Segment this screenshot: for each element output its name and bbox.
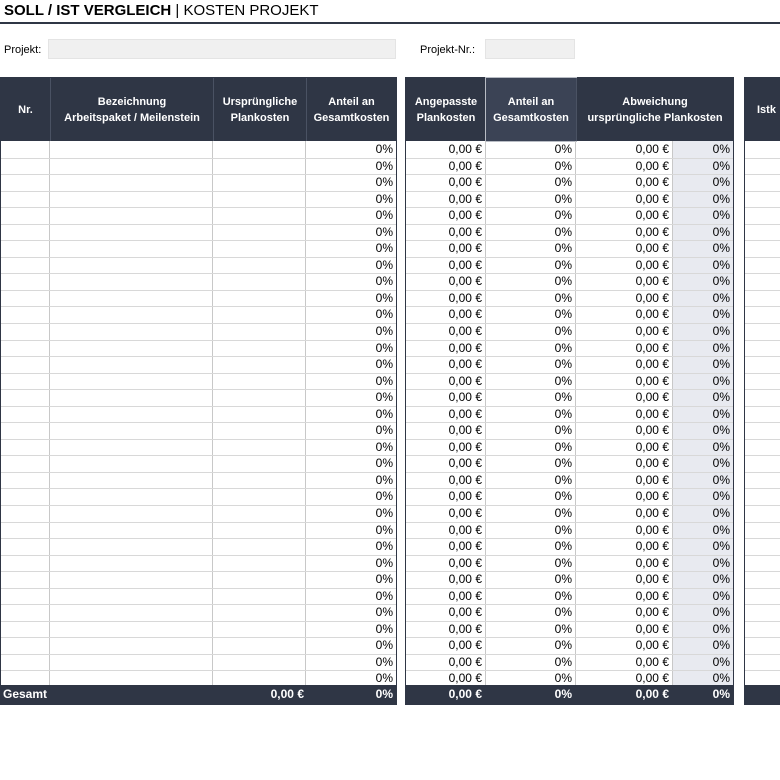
row-divider (1, 555, 396, 556)
row-divider (1, 637, 396, 638)
cell-abweichung-pct[interactable]: 0% (712, 472, 730, 487)
cell-angepasste[interactable]: 0,00 € (448, 423, 482, 438)
cell-anteil-2[interactable]: 0% (554, 621, 572, 636)
row-divider (745, 654, 780, 655)
cell-anteil-2[interactable]: 0% (554, 290, 572, 305)
row-divider (745, 174, 780, 175)
cell-abweichung[interactable]: 0,00 € (635, 489, 669, 504)
cell-anteil-2[interactable]: 0% (554, 506, 572, 520)
row-divider (745, 257, 780, 258)
cell-angepasste[interactable]: 0,00 € (448, 539, 482, 554)
row-divider (406, 422, 733, 423)
footer-anteil-2: 0% (554, 687, 572, 701)
projekt-label: Projekt: (4, 44, 42, 56)
cell-anteil[interactable]: 0% (375, 539, 393, 554)
cell-anteil[interactable]: 0% (375, 224, 393, 239)
row-divider (745, 472, 780, 473)
row-divider (745, 604, 780, 605)
row-divider (1, 439, 396, 440)
cell-anteil[interactable]: 0% (375, 654, 393, 669)
row-divider (745, 670, 780, 671)
row-divider (745, 306, 780, 307)
cell-anteil-2[interactable]: 0% (554, 638, 572, 653)
row-divider (406, 488, 733, 489)
cell-anteil-2[interactable]: 0% (554, 224, 572, 239)
footer-label: Gesamt (3, 687, 48, 701)
row-divider (745, 273, 780, 274)
cell-abweichung-pct[interactable]: 0% (712, 539, 730, 554)
row-divider (745, 522, 780, 523)
cell-abweichung[interactable]: 0,00 € (635, 621, 669, 636)
cell-anteil-2[interactable]: 0% (554, 489, 572, 504)
row-divider (406, 373, 733, 374)
cell-abweichung-pct[interactable]: 0% (712, 175, 730, 190)
footer-abweichung-pct: 0% (712, 687, 730, 701)
cell-anteil[interactable]: 0% (375, 472, 393, 487)
row-divider (406, 207, 733, 208)
cell-abweichung-pct[interactable]: 0% (712, 324, 730, 338)
footer-anteil: 0% (375, 687, 393, 701)
cell-abweichung-pct[interactable]: 0% (712, 357, 730, 372)
cell-angepasste[interactable]: 0,00 € (448, 208, 482, 223)
row-divider (1, 207, 396, 208)
row-divider (406, 356, 733, 357)
cell-angepasste[interactable]: 0,00 € (448, 456, 482, 471)
footer-plankosten: 0,00 € (270, 687, 304, 701)
row-divider (406, 257, 733, 258)
cell-anteil[interactable]: 0% (375, 175, 393, 190)
cell-angepasste[interactable]: 0,00 € (448, 506, 482, 520)
footer-gesamt-3 (745, 685, 780, 704)
cell-anteil-2[interactable]: 0% (554, 406, 572, 421)
row-divider (1, 240, 396, 241)
cell-angepasste[interactable]: 0,00 € (448, 357, 482, 372)
row-divider (1, 224, 396, 225)
cell-abweichung-pct[interactable]: 0% (712, 555, 730, 570)
cell-anteil-2[interactable]: 0% (554, 472, 572, 487)
row-divider (1, 571, 396, 572)
row-divider (406, 406, 733, 407)
header-anteil-gesamtkosten-2: Anteil an Gesamtkosten (486, 78, 576, 141)
cell-angepasste[interactable]: 0,00 € (448, 290, 482, 305)
cell-anteil-2[interactable]: 0% (554, 456, 572, 471)
cell-abweichung-pct[interactable]: 0% (712, 373, 730, 388)
cell-angepasste[interactable]: 0,00 € (448, 522, 482, 537)
cell-anteil[interactable]: 0% (375, 621, 393, 636)
cell-angepasste[interactable]: 0,00 € (448, 340, 482, 355)
cell-angepasste[interactable]: 0,00 € (448, 307, 482, 322)
cell-angepasste[interactable]: 0,00 € (448, 175, 482, 190)
cell-anteil-2[interactable]: 0% (554, 539, 572, 554)
row-divider (745, 588, 780, 589)
cell-anteil-2[interactable]: 0% (554, 423, 572, 438)
cell-abweichung[interactable]: 0,00 € (635, 423, 669, 438)
cell-anteil-2[interactable]: 0% (554, 191, 572, 206)
cell-anteil-2[interactable]: 0% (554, 208, 572, 223)
row-divider (406, 389, 733, 390)
title-separator: | (171, 2, 184, 19)
cell-abweichung[interactable]: 0,00 € (635, 208, 669, 223)
row-divider (406, 555, 733, 556)
cell-abweichung-pct[interactable]: 0% (712, 307, 730, 322)
table-soll (0, 77, 397, 705)
row-divider (1, 389, 396, 390)
cell-abweichung-pct[interactable]: 0% (712, 456, 730, 471)
cell-anteil[interactable]: 0% (375, 456, 393, 471)
row-divider (1, 604, 396, 605)
row-divider (745, 406, 780, 407)
row-divider (1, 621, 396, 622)
row-divider (406, 224, 733, 225)
row-divider (406, 604, 733, 605)
cell-abweichung-pct[interactable]: 0% (712, 638, 730, 653)
cell-abweichung-pct[interactable]: 0% (712, 290, 730, 305)
cell-anteil[interactable]: 0% (375, 671, 393, 686)
cell-abweichung[interactable]: 0,00 € (635, 522, 669, 537)
cell-angepasste[interactable]: 0,00 € (448, 158, 482, 173)
row-divider (406, 240, 733, 241)
row-divider (745, 488, 780, 489)
cell-angepasste[interactable]: 0,00 € (448, 555, 482, 570)
cell-abweichung[interactable]: 0,00 € (635, 539, 669, 554)
cell-anteil[interactable]: 0% (375, 423, 393, 438)
row-divider (1, 158, 396, 159)
cell-angepasste[interactable]: 0,00 € (448, 439, 482, 454)
cell-abweichung-pct[interactable]: 0% (712, 340, 730, 355)
footer-gesamt-2 (406, 685, 733, 704)
cell-anteil-2[interactable]: 0% (554, 307, 572, 322)
cell-anteil-2[interactable]: 0% (554, 522, 572, 537)
projekt-nr-label: Projekt-Nr.: (420, 44, 476, 56)
cell-angepasste[interactable]: 0,00 € (448, 390, 482, 405)
cell-abweichung[interactable]: 0,00 € (635, 290, 669, 305)
cell-anteil[interactable]: 0% (375, 340, 393, 355)
row-divider (1, 191, 396, 192)
cell-abweichung[interactable]: 0,00 € (635, 224, 669, 239)
cell-abweichung[interactable]: 0,00 € (635, 506, 669, 520)
row-divider (1, 257, 396, 258)
cell-abweichung-pct[interactable]: 0% (712, 572, 730, 587)
cell-angepasste[interactable]: 0,00 € (448, 191, 482, 206)
cell-abweichung-pct[interactable]: 0% (712, 621, 730, 636)
row-divider (1, 273, 396, 274)
cell-abweichung-pct[interactable]: 0% (712, 390, 730, 405)
cell-abweichung[interactable]: 0,00 € (635, 456, 669, 471)
cell-anteil[interactable]: 0% (375, 638, 393, 653)
cell-angepasste[interactable]: 0,00 € (448, 638, 482, 653)
cell-abweichung[interactable]: 0,00 € (635, 191, 669, 206)
cell-abweichung[interactable]: 0,00 € (635, 671, 669, 686)
cell-anteil-2[interactable]: 0% (554, 257, 572, 272)
row-divider (1, 588, 396, 589)
row-divider (406, 538, 733, 539)
cell-anteil-2[interactable]: 0% (554, 654, 572, 669)
cell-abweichung[interactable]: 0,00 € (635, 324, 669, 338)
cell-anteil[interactable]: 0% (375, 390, 393, 405)
cell-anteil[interactable]: 0% (375, 257, 393, 272)
cell-angepasste[interactable]: 0,00 € (448, 324, 482, 338)
cell-anteil-2[interactable]: 0% (554, 605, 572, 620)
row-divider (1, 472, 396, 473)
row-divider (406, 621, 733, 622)
cell-angepasste[interactable]: 0,00 € (448, 241, 482, 256)
cell-angepasste[interactable]: 0,00 € (448, 605, 482, 620)
cell-abweichung-pct[interactable]: 0% (712, 654, 730, 669)
cell-anteil-2[interactable]: 0% (554, 373, 572, 388)
header-angepasste-plankosten: Angepasste Plankosten (406, 78, 486, 141)
cell-angepasste[interactable]: 0,00 € (448, 224, 482, 239)
row-divider (1, 356, 396, 357)
cell-anteil-2[interactable]: 0% (554, 274, 572, 289)
table-angepasst (405, 77, 734, 705)
cell-angepasste[interactable]: 0,00 € (448, 671, 482, 686)
cell-anteil-2[interactable]: 0% (554, 555, 572, 570)
row-divider (1, 323, 396, 324)
cell-abweichung-pct[interactable]: 0% (712, 588, 730, 603)
row-divider (745, 207, 780, 208)
row-divider (406, 439, 733, 440)
cell-abweichung-pct[interactable]: 0% (712, 671, 730, 686)
row-divider (406, 290, 733, 291)
cell-angepasste[interactable]: 0,00 € (448, 142, 482, 156)
projekt-nr-field[interactable] (485, 39, 575, 59)
projekt-field[interactable] (48, 39, 396, 59)
cell-anteil-2[interactable]: 0% (554, 340, 572, 355)
row-divider (745, 290, 780, 291)
cell-anteil-2[interactable]: 0% (554, 671, 572, 686)
cell-anteil-2[interactable]: 0% (554, 439, 572, 454)
row-divider (745, 571, 780, 572)
row-divider (1, 455, 396, 456)
cell-anteil[interactable]: 0% (375, 588, 393, 603)
cell-anteil[interactable]: 0% (375, 324, 393, 338)
row-divider (1, 306, 396, 307)
cell-anteil[interactable]: 0% (375, 307, 393, 322)
cell-abweichung-pct[interactable]: 0% (712, 191, 730, 206)
cell-anteil[interactable]: 0% (375, 208, 393, 223)
cell-abweichung[interactable]: 0,00 € (635, 158, 669, 173)
cell-abweichung[interactable]: 0,00 € (635, 307, 669, 322)
row-divider (406, 455, 733, 456)
cell-abweichung[interactable]: 0,00 € (635, 241, 669, 256)
row-divider (1, 488, 396, 489)
row-divider (406, 340, 733, 341)
cell-abweichung-pct[interactable]: 0% (712, 439, 730, 454)
cell-abweichung[interactable]: 0,00 € (635, 472, 669, 487)
row-divider (1, 522, 396, 523)
cell-abweichung-pct[interactable]: 0% (712, 257, 730, 272)
cell-anteil[interactable]: 0% (375, 191, 393, 206)
row-divider (1, 654, 396, 655)
cell-abweichung[interactable]: 0,00 € (635, 605, 669, 620)
cell-abweichung[interactable]: 0,00 € (635, 555, 669, 570)
row-divider (406, 174, 733, 175)
row-divider (406, 571, 733, 572)
cell-anteil[interactable]: 0% (375, 522, 393, 537)
row-divider (1, 422, 396, 423)
cell-abweichung-pct[interactable]: 0% (712, 158, 730, 173)
row-divider (1, 505, 396, 506)
cell-abweichung-pct[interactable]: 0% (712, 522, 730, 537)
row-divider (745, 538, 780, 539)
row-divider (406, 323, 733, 324)
cell-angepasste[interactable]: 0,00 € (448, 489, 482, 504)
header-urspruengliche-plankosten: Ursprüngliche Plankosten (213, 78, 306, 141)
cell-anteil[interactable]: 0% (375, 406, 393, 421)
footer-angepasste: 0,00 € (448, 687, 482, 701)
cell-angepasste[interactable]: 0,00 € (448, 588, 482, 603)
title-bold: SOLL / IST VERGLEICH (4, 2, 172, 19)
row-divider (406, 306, 733, 307)
cell-anteil[interactable]: 0% (375, 439, 393, 454)
row-divider (745, 621, 780, 622)
cell-anteil-2[interactable]: 0% (554, 175, 572, 190)
cell-abweichung[interactable]: 0,00 € (635, 572, 669, 587)
cell-abweichung[interactable]: 0,00 € (635, 588, 669, 603)
cell-anteil-2[interactable]: 0% (554, 324, 572, 338)
cell-angepasste[interactable]: 0,00 € (448, 654, 482, 669)
row-divider (745, 191, 780, 192)
header-nr: Nr. (1, 78, 50, 141)
cell-anteil[interactable]: 0% (375, 290, 393, 305)
row-divider (406, 654, 733, 655)
row-divider (745, 240, 780, 241)
row-divider (745, 455, 780, 456)
row-divider (406, 472, 733, 473)
cell-angepasste[interactable]: 0,00 € (448, 621, 482, 636)
cell-abweichung[interactable]: 0,00 € (635, 274, 669, 289)
cell-abweichung[interactable]: 0,00 € (635, 340, 669, 355)
cell-abweichung-pct[interactable]: 0% (712, 506, 730, 520)
cell-angepasste[interactable]: 0,00 € (448, 257, 482, 272)
cell-abweichung[interactable]: 0,00 € (635, 357, 669, 372)
row-divider (745, 637, 780, 638)
cell-abweichung[interactable]: 0,00 € (635, 175, 669, 190)
cell-angepasste[interactable]: 0,00 € (448, 472, 482, 487)
cell-abweichung-pct[interactable]: 0% (712, 489, 730, 504)
row-divider (745, 340, 780, 341)
header-bezeichnung: Bezeichnung Arbeitspaket / Meilenstein (50, 78, 213, 141)
header-anteil-gesamtkosten: Anteil an Gesamtkosten (306, 78, 396, 141)
row-divider (745, 389, 780, 390)
cell-abweichung[interactable]: 0,00 € (635, 257, 669, 272)
cell-angepasste[interactable]: 0,00 € (448, 373, 482, 388)
cell-abweichung-pct[interactable]: 0% (712, 274, 730, 289)
cell-anteil[interactable]: 0% (375, 158, 393, 173)
cell-abweichung-pct[interactable]: 0% (712, 142, 730, 156)
row-divider (745, 158, 780, 159)
cell-anteil-2[interactable]: 0% (554, 241, 572, 256)
cell-anteil-2[interactable]: 0% (554, 588, 572, 603)
cell-abweichung-pct[interactable]: 0% (712, 423, 730, 438)
cell-abweichung[interactable]: 0,00 € (635, 373, 669, 388)
row-divider (1, 340, 396, 341)
cell-abweichung-pct[interactable]: 0% (712, 224, 730, 239)
cell-abweichung[interactable]: 0,00 € (635, 638, 669, 653)
cell-abweichung[interactable]: 0,00 € (635, 406, 669, 421)
cell-anteil[interactable]: 0% (375, 555, 393, 570)
cell-anteil[interactable]: 0% (375, 605, 393, 620)
row-divider (745, 323, 780, 324)
cell-abweichung[interactable]: 0,00 € (635, 390, 669, 405)
cell-anteil-2[interactable]: 0% (554, 158, 572, 173)
row-divider (745, 555, 780, 556)
cell-anteil[interactable]: 0% (375, 373, 393, 388)
row-divider (406, 158, 733, 159)
row-divider (406, 670, 733, 671)
cell-abweichung[interactable]: 0,00 € (635, 439, 669, 454)
cell-angepasste[interactable]: 0,00 € (448, 406, 482, 421)
row-divider (1, 373, 396, 374)
header-abweichung: Abweichung ursprüngliche Plankosten (576, 78, 733, 141)
cell-abweichung-pct[interactable]: 0% (712, 406, 730, 421)
row-divider (745, 439, 780, 440)
cell-anteil-2[interactable]: 0% (554, 357, 572, 372)
row-divider (406, 637, 733, 638)
cell-anteil[interactable]: 0% (375, 572, 393, 587)
cell-anteil[interactable]: 0% (375, 142, 393, 156)
page-title (4, 2, 319, 19)
cell-abweichung[interactable]: 0,00 € (635, 654, 669, 669)
row-divider (1, 538, 396, 539)
row-divider (745, 505, 780, 506)
row-divider (1, 174, 396, 175)
row-divider (406, 588, 733, 589)
cell-anteil-2[interactable]: 0% (554, 142, 572, 156)
cell-angepasste[interactable]: 0,00 € (448, 572, 482, 587)
cell-abweichung[interactable]: 0,00 € (635, 142, 669, 156)
cell-abweichung-pct[interactable]: 0% (712, 241, 730, 256)
row-divider (1, 406, 396, 407)
cell-anteil[interactable]: 0% (375, 489, 393, 504)
footer-abweichung: 0,00 € (635, 687, 669, 701)
cell-abweichung-pct[interactable]: 0% (712, 605, 730, 620)
cell-anteil[interactable]: 0% (375, 357, 393, 372)
cell-anteil[interactable]: 0% (375, 506, 393, 520)
row-divider (406, 505, 733, 506)
title-rest: KOSTEN PROJEKT (183, 2, 319, 19)
cell-angepasste[interactable]: 0,00 € (448, 274, 482, 289)
title-underline (0, 22, 780, 24)
row-divider (1, 290, 396, 291)
cell-anteil-2[interactable]: 0% (554, 390, 572, 405)
row-divider (406, 191, 733, 192)
header-istkosten: Istk (745, 78, 780, 141)
row-divider (406, 273, 733, 274)
cell-abweichung-pct[interactable]: 0% (712, 208, 730, 223)
row-divider (1, 670, 396, 671)
cell-anteil[interactable]: 0% (375, 241, 393, 256)
row-divider (745, 356, 780, 357)
row-divider (745, 373, 780, 374)
cell-anteil-2[interactable]: 0% (554, 572, 572, 587)
row-divider (745, 422, 780, 423)
table-ist (744, 77, 780, 705)
footer-gesamt (1, 685, 396, 704)
cell-anteil[interactable]: 0% (375, 274, 393, 289)
row-divider (745, 224, 780, 225)
row-divider (406, 522, 733, 523)
